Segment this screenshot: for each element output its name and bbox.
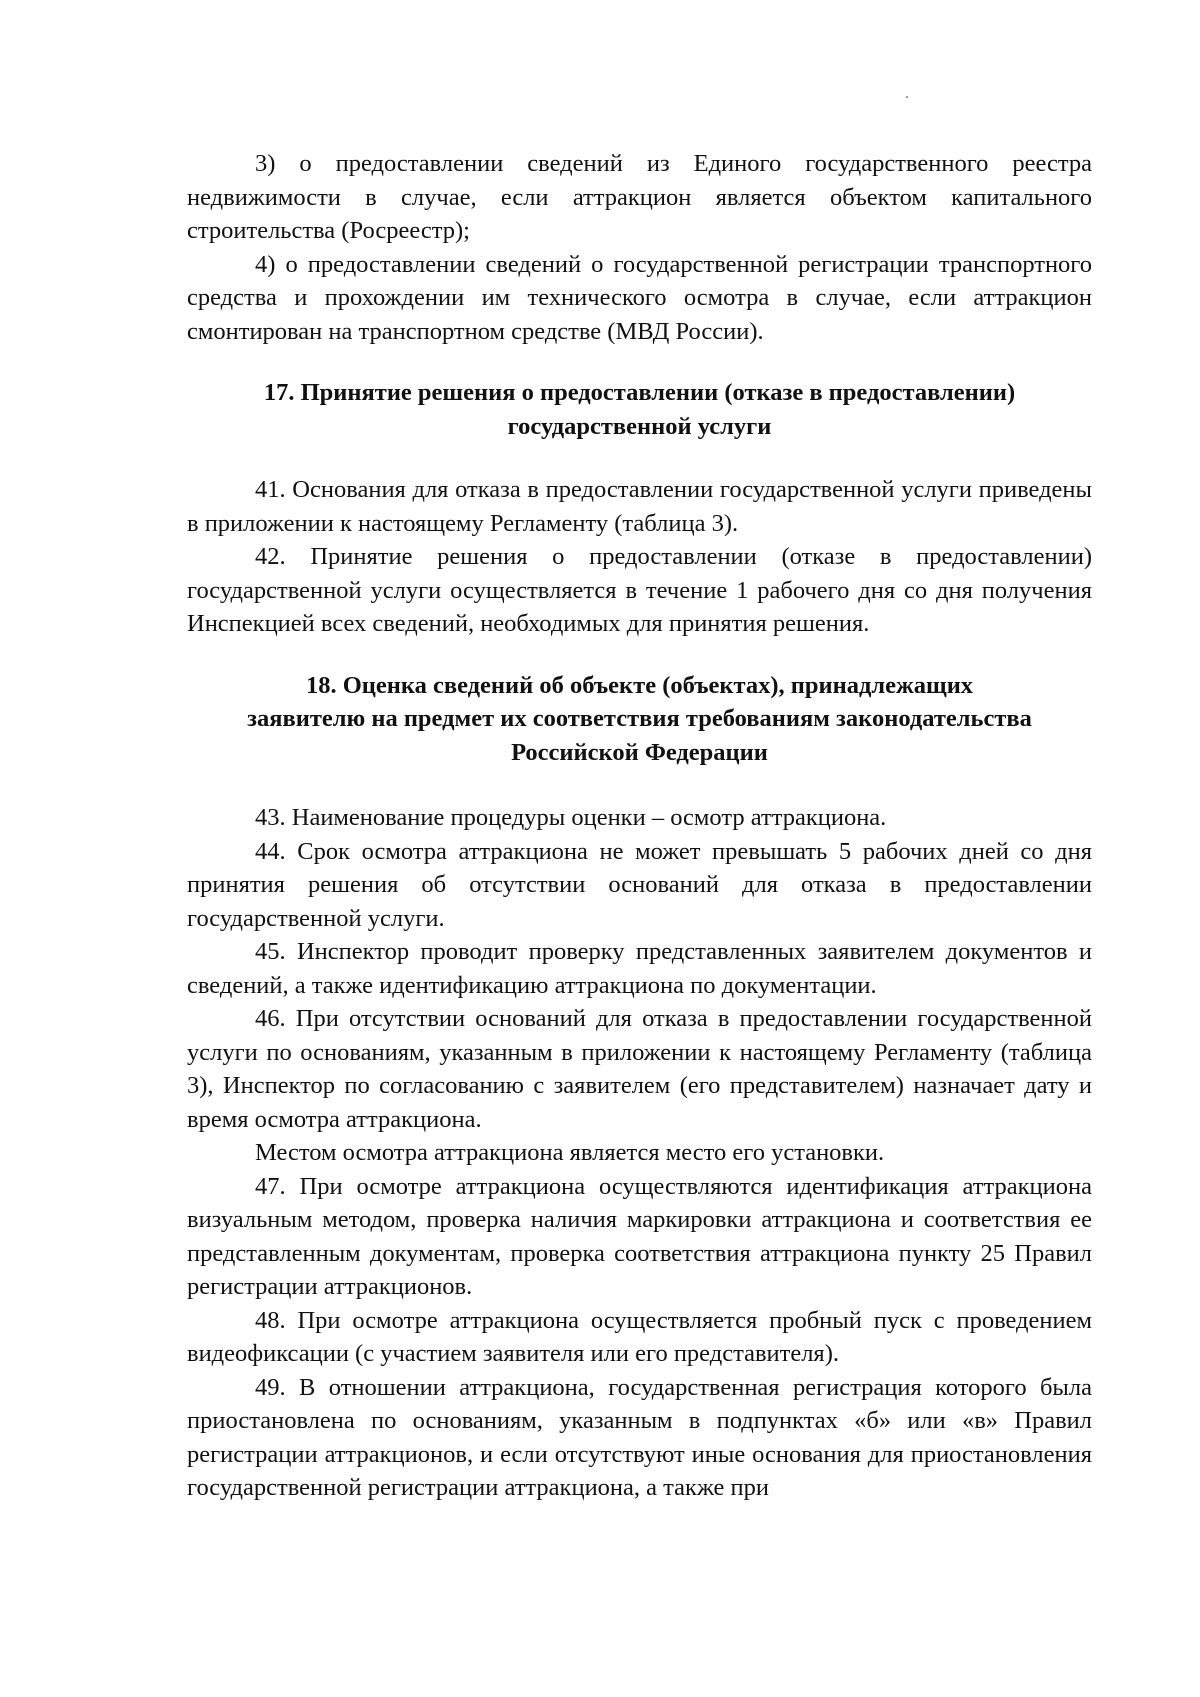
paragraph-item-3: 3) о предоставлении сведений из Единого государственного реестра недвижимости в случае, если аттракцион является объектом капитального строительства (Росреестр); xyxy=(187,150,1092,244)
section-17-heading-line: 17. Принятие решения о предоставлении (отказе в предоставлении) xyxy=(263,379,1016,406)
section-18-heading-line: заявителю на предмет их соответствия требованиям законодательства xyxy=(247,705,1032,732)
section-17-heading xyxy=(187,376,1092,443)
paragraph-41: 41. Основания для отказа в предоставлении государственной услуги приведены в приложении к настоящему Регламенту (таблица 3). xyxy=(187,476,1092,537)
scan-speck xyxy=(906,96,908,98)
section-18-heading xyxy=(187,669,1092,770)
paragraph-48: 48. При осмотре аттракциона осуществляется пробный пуск с проведением видеофиксации (с участием заявителя или его представителя). xyxy=(187,1306,1092,1367)
section-18-heading-line: 18. Оценка сведений об объекте (объектах), принадлежащих xyxy=(305,671,974,699)
section-18-heading-line: Российской Федерации xyxy=(511,738,768,766)
paragraph-inspection-place: Местом осмотра аттракциона является место его установки. xyxy=(255,1139,885,1166)
document-body xyxy=(187,147,1092,1505)
paragraph-item-4: 4) о предоставлении сведений о государственной регистрации транспортного средства и прохождении им технического осмотра в случае, если аттракцион смонтирован на транспортном средстве (МВД России). xyxy=(187,250,1092,345)
paragraph-42: 42. Принятие решения о предоставлении (отказе в предоставлении) государственной услуги осуществляется в течение 1 рабочего дня со дня получения Инспекцией всех сведений, необходимых для принятия решения. xyxy=(187,543,1092,637)
paragraph-46: 46. При отсутствии оснований для отказа в предоставлении государственной услуги по основаниям, указанным в приложении к настоящему Регламенту (таблица 3), Инспектор по согласованию с заявителем (его представителем) назначает дату и время осмотра аттракциона. xyxy=(187,1005,1092,1133)
paragraph-47: 47. При осмотре аттракциона осуществляются идентификация аттракциона визуальным методом, проверка наличия маркировки аттракциона и соответствия ее представленным документам, проверка соответствия аттракциона пункту 25 Правил регистрации аттракционов. xyxy=(187,1172,1092,1300)
paragraph-49: 49. В отношении аттракциона, государственная регистрация которого была приостановлена по основаниям, указанным в подпунктах «б» или «в» Правил регистрации аттракционов, и если отсутствуют иные основания для приостановления государственной регистрации аттракциона, а также при xyxy=(187,1373,1092,1501)
paragraph-45: 45. Инспектор проводит проверку представленных заявителем документов и сведений, а также идентификацию аттракциона по документации. xyxy=(187,938,1092,999)
section-17-heading-line: государственной услуги xyxy=(507,412,772,440)
paragraph-44: 44. Срок осмотра аттракциона не может превышать 5 рабочих дней со дня принятия решения об отсутствии оснований для отказа в предоставлении государственной услуги. xyxy=(187,837,1092,932)
paragraph-43: 43. Наименование процедуры оценки – осмотр аттракциона. xyxy=(255,804,887,831)
